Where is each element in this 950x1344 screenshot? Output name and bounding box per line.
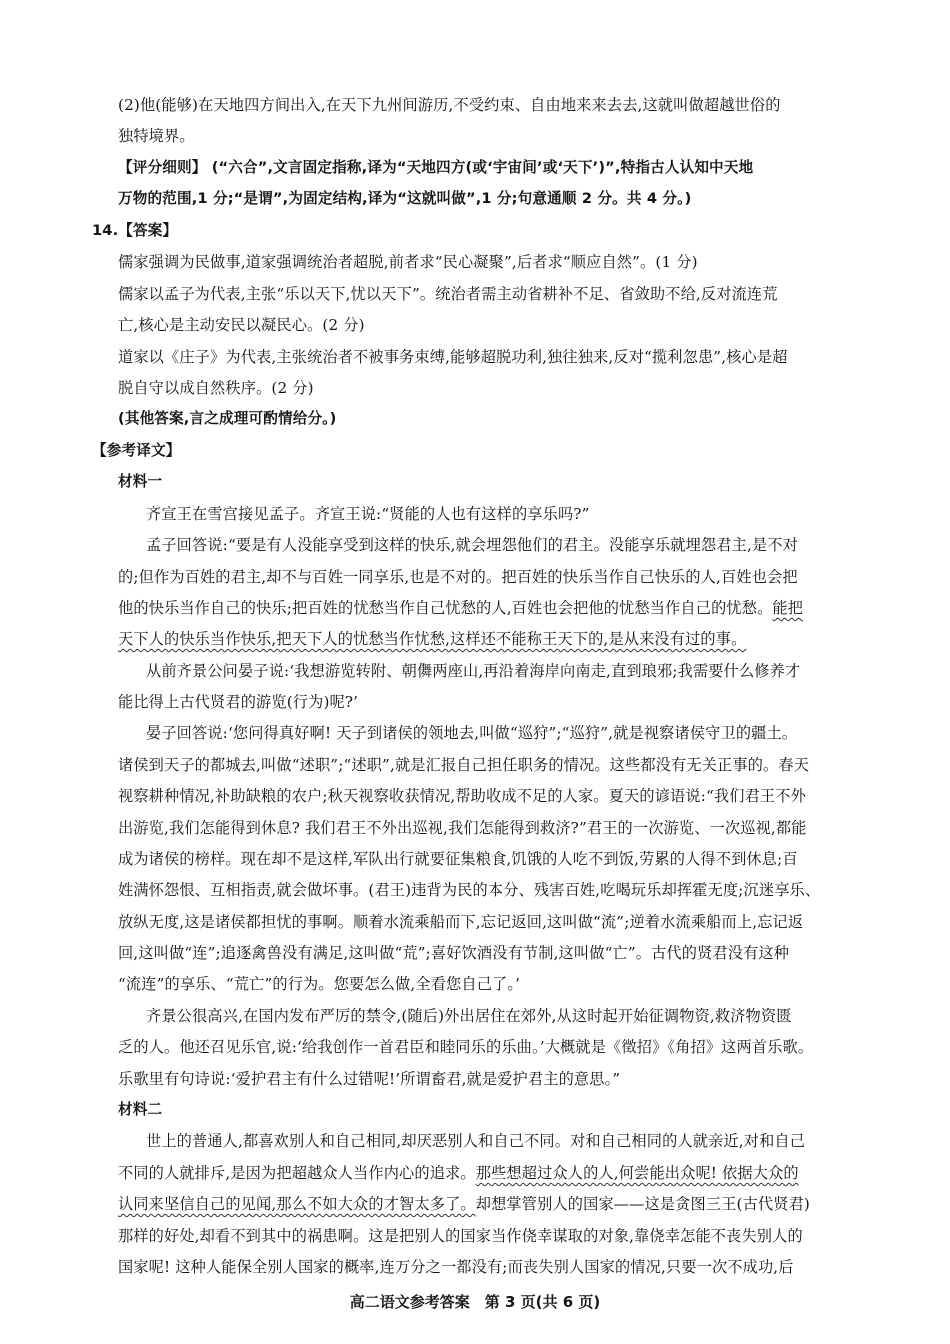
page-footer: 高二语文参考答案 第 3 页(共 6 页) xyxy=(349,1293,601,1311)
paragraph-line: 放纵无度,这是诸侯都担忧的事啊。顺着水流乘船而下,忘记返回,这叫做“流”;逆着水流乘船而上,忘记返 xyxy=(118,913,804,931)
plain-text: 却想掌管别人的国家——这是贪图三王(古代贤君) xyxy=(475,1195,810,1213)
paragraph-line: 国家呢! 这种人能保全别人国家的概率,连万分之一都没有;而丧失别人国家的情况,只要一次不成功,后 xyxy=(118,1258,794,1276)
paragraph-line: 出游览,我们怎能得到休息? 我们君王不外出巡视,我们怎能得到救济?”君王的一次游览、一次巡视,都能 xyxy=(118,819,807,837)
paragraph-line: 齐宣王在雪宫接见孟子。齐宣王说:“贤能的人也有这样的享乐吗?” xyxy=(146,505,590,523)
paragraph-line: 晏子回答说:‘您问得真好啊! 天子到诸侯的领地去,叫做“巡狩”;“巡狩”,就是视察诸侯守卫的疆土。 xyxy=(146,724,798,742)
underlined-text: 那些想超过众人的人,何尝能出众呢! 依据大众的 xyxy=(475,1164,799,1182)
paragraph-line xyxy=(118,628,864,650)
paragraph-line: 视察耕种情况,补助缺粮的农户;秋天视察收获情况,帮助收成不足的人家。夏天的谚语说:“我们君王不外 xyxy=(118,787,806,805)
underlined-text: 天下人的快乐当作快乐,把天下人的忧愁当作忧愁,这样还不能称王天下的,是从来没有过的事。 xyxy=(118,630,747,648)
paragraph-line: 从前齐景公问晏子说:‘我想游览转附、朝儛两座山,再沿着海岸向南走,直到琅邪;我需要什么修养才 xyxy=(146,662,801,680)
answer-line: 儒家强调为民做事,道家强调统治者超脱,前者求“民心凝聚”,后者求“顺应自然”。(1 分) xyxy=(118,253,698,271)
material-title: 材料二 xyxy=(118,1101,163,1118)
answer-line: 亡,核心是主动安民以凝民心。(2 分) xyxy=(118,316,365,334)
material-title: 材料一 xyxy=(118,473,163,490)
grading-rule: 【评分细则】 (“六合”,文言固定指称,译为“天地四方(或‘宇宙间’或‘天下’)”,特指古人认知中天地 xyxy=(118,159,754,176)
paragraph-line: 诸侯到天子的都城去,叫做“述职”;“述职”,就是汇报自己担任职务的情况。这些都没有无关正事的。春天 xyxy=(118,756,810,774)
grading-rule: 万物的范围,1 分;“是谓”,为固定结构,译为“这就叫做”,1 分;句意通顺 2 分。共 4 分。) xyxy=(118,190,692,207)
answer-line: 儒家以孟子为代表,主张“乐以天下,忧以天下”。统治者需主动省耕补不足、省敛助不给,反对流连荒 xyxy=(118,285,778,303)
paragraph-line xyxy=(118,1193,864,1215)
paragraph-line: 孟子回答说:“要是有人没能享受到这样的快乐,就会埋怨他们的君主。没能享乐就埋怨君主,是不对 xyxy=(146,536,798,554)
question-heading: 14.【答案】 xyxy=(92,222,178,239)
paragraph-line: 的;但作为百姓的君主,却不与百姓一同享乐,也是不对的。把百姓的快乐当作自己快乐的人,百姓也会把 xyxy=(118,568,798,586)
answer-line: 脱自守以成自然秩序。(2 分) xyxy=(118,379,314,397)
translation-line: 独特境界。 xyxy=(118,127,195,145)
section-heading: 【参考译文】 xyxy=(92,442,181,459)
plain-text: 他的快乐当作自己的快乐;把百姓的忧愁当作自己忧愁的人,百姓也会把他的忧愁当作自己的忧愁。 xyxy=(118,599,773,617)
paragraph-line: 乏的人。他还召见乐官,说:‘给我创作一首君臣和睦同乐的乐曲。’大概就是《徵招》《角招》这两首乐歌。 xyxy=(118,1038,814,1056)
translation-line: (2)他(能够)在天地四方间出入,在天下九州间游历,不受约束、自由地来来去去,这就叫做超越世俗的 xyxy=(118,96,781,114)
paragraph-line: 成为诸侯的榜样。现在却不是这样,军队出行就要征集粮食,饥饿的人吃不到饭,劳累的人得不到休息;百 xyxy=(118,850,798,868)
answer-line: 道家以《庄子》为代表,主张统治者不被事务束缚,能够超脱功利,独往独来,反对“揽利忽患”,核心是超 xyxy=(118,348,788,366)
paragraph-line xyxy=(118,1162,864,1184)
underlined-text: 认同来坚信自己的见闻,那么不如大众的才智太多了。 xyxy=(118,1195,476,1213)
plain-text: 不同的人就排斥,是因为把超越众人当作内心的追求。 xyxy=(118,1164,476,1182)
paragraph-line: 回,这叫做“连”;追逐禽兽没有满足,这叫做“荒”;喜好饮酒没有节制,这叫做“亡”。古代的贤君没有这种 xyxy=(118,944,790,962)
paragraph-line: 姓满怀怨恨、互相指责,就会做坏事。(君王)违背为民的本分、残害百姓,吃喝玩乐却挥霍无度;沉迷享乐、 xyxy=(118,881,821,899)
paragraph-line: 世上的普通人,都喜欢别人和自己相同,却厌恶别人和自己不同。对和自己相同的人就亲近,对和自己 xyxy=(146,1132,806,1150)
paragraph-line: “流连”的享乐、“荒亡”的行为。您要怎么做,全看您自己了。’ xyxy=(118,975,521,993)
paragraph-line: 能比得上古代贤君的游览(行为)呢?’ xyxy=(118,693,359,711)
paragraph-line: 那样的好处,却看不到其中的祸患啊。这是把别人的国家当作侥幸谋取的对象,靠侥幸怎能不丧失别人的 xyxy=(118,1227,803,1245)
paragraph-line: 乐歌里有句诗说:‘爱护君主有什么过错呢!’所谓畜君,就是爱护君主的意思。” xyxy=(118,1070,621,1088)
underlined-text: 能把 xyxy=(772,599,804,617)
paragraph-line xyxy=(118,597,864,619)
paragraph-line: 齐景公很高兴,在国内发布严厉的禁令,(随后)外出居住在郊外,从这时起开始征调物资,救济物资匮 xyxy=(146,1007,792,1025)
answer-note: (其他答案,言之成理可酌情给分。) xyxy=(118,410,337,427)
